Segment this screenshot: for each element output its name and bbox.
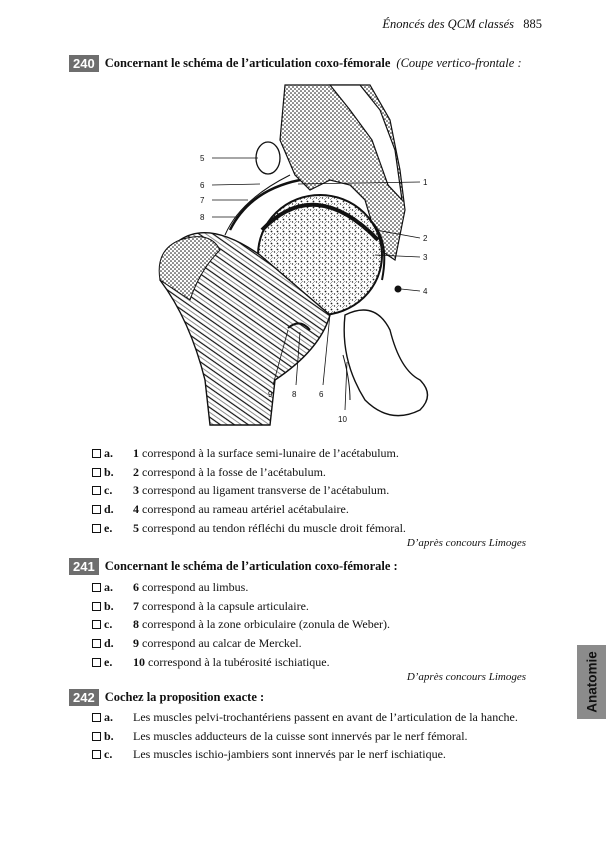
figure-label-5: 5: [200, 154, 205, 163]
hip-joint-diagram: [150, 80, 440, 432]
option-242b[interactable]: b. Les muscles adducteurs de la cuisse sont innervés par le nerf fémoral.: [92, 727, 518, 746]
source-note-241: D’après concours Limoges: [406, 671, 526, 683]
tendon-section: [256, 142, 280, 174]
question-number: 240: [69, 55, 99, 72]
option-242a[interactable]: a. Les muscles pelvi-trochantériens passent en avant de l’articulation de la hanche.: [92, 708, 518, 727]
figure-label-10: 10: [338, 415, 347, 424]
option-241c[interactable]: c. 8 correspond à la zone orbiculaire (zonula de Weber).: [92, 616, 390, 635]
figure-label-1: 1: [423, 178, 428, 187]
question-241-header: [69, 558, 398, 575]
option-240e[interactable]: e. 5 correspond au tendon réfléchi du muscle droit fémoral.: [92, 519, 406, 538]
checkbox[interactable]: [92, 713, 101, 722]
section-tab-label: Anatomie: [584, 651, 599, 713]
figure-label-8: 8: [200, 213, 205, 222]
option-240c[interactable]: c. 3 correspond au ligament transverse de l’acétabulum.: [92, 482, 406, 501]
question-subtitle: (Coupe vertico-frontale :: [396, 56, 522, 70]
question-241-options: [92, 578, 390, 672]
running-title: Énoncés des QCM classés: [382, 17, 514, 31]
question-number: 241: [69, 558, 99, 575]
question-title: Concernant le schéma de l’articulation coxo-fémorale: [104, 56, 391, 70]
checkbox[interactable]: [92, 468, 101, 477]
checkbox[interactable]: [92, 524, 101, 533]
checkbox[interactable]: [92, 505, 101, 514]
figure-label-8b: 8: [292, 390, 297, 399]
checkbox[interactable]: [92, 750, 101, 759]
page-number: 885: [523, 17, 542, 31]
figure-label-2: 2: [423, 234, 428, 243]
source-note-240: D’après concours Limoges: [406, 537, 526, 549]
checkbox[interactable]: [92, 602, 101, 611]
figure-label-3: 3: [423, 253, 428, 262]
question-242-header: [69, 689, 264, 706]
ischium: [344, 310, 427, 416]
option-241a[interactable]: a. 6 correspond au limbus.: [92, 578, 390, 597]
figure-label-6: 6: [200, 181, 205, 190]
checkbox[interactable]: [92, 486, 101, 495]
figure-label-7: 7: [200, 196, 205, 205]
question-242-options: [92, 708, 518, 764]
option-241d[interactable]: d. 9 correspond au calcar de Merckel.: [92, 634, 390, 653]
option-240b[interactable]: b. 2 correspond à la fosse de l’acétabulum.: [92, 463, 406, 482]
checkbox[interactable]: [92, 620, 101, 629]
figure-label-4: 4: [423, 287, 428, 296]
option-241e[interactable]: e. 10 correspond à la tubérosité ischiatique.: [92, 653, 390, 672]
option-240d[interactable]: d. 4 correspond au rameau artériel acétabulaire.: [92, 500, 406, 519]
checkbox[interactable]: [92, 583, 101, 592]
question-number: 242: [69, 689, 99, 706]
checkbox[interactable]: [92, 639, 101, 648]
option-242c[interactable]: c. Les muscles ischio-jambiers sont innervés par le nerf ischiatique.: [92, 746, 518, 765]
checkbox[interactable]: [92, 732, 101, 741]
vessel-dot: [395, 286, 402, 293]
figure-label-9: 9: [268, 390, 273, 399]
question-title: Cochez la proposition exacte :: [104, 690, 265, 704]
option-241b[interactable]: b. 7 correspond à la capsule articulaire.: [92, 597, 390, 616]
question-240-options: [92, 444, 406, 538]
checkbox[interactable]: [92, 658, 101, 667]
question-240-header: [69, 55, 522, 72]
question-title: Concernant le schéma de l’articulation coxo-fémorale :: [104, 559, 398, 573]
section-tab[interactable]: [577, 645, 606, 719]
option-240a[interactable]: a. 1 correspond à la surface semi-lunaire de l’acétabulum.: [92, 444, 406, 463]
checkbox[interactable]: [92, 449, 101, 458]
figure-label-6b: 6: [319, 390, 324, 399]
